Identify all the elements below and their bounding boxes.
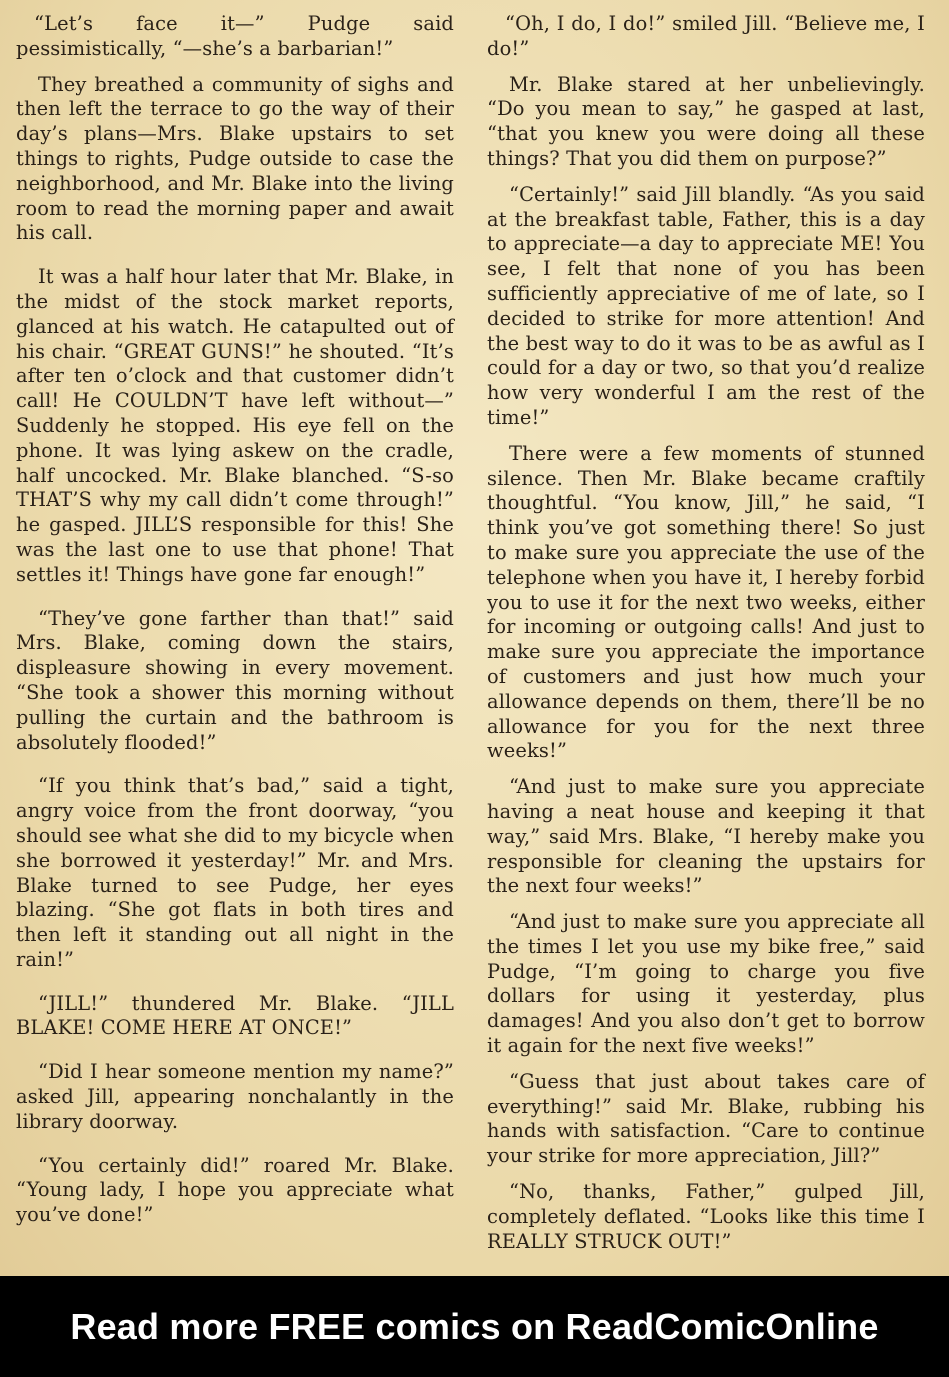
paragraph: “You certainly did!” roared Mr. Blake. “Young lady, I hope you appreciate what you’ve done!”	[16, 1153, 454, 1227]
paragraph: There were a few moments of stunned silence. Then Mr. Blake became craftily thoughtful. “You know, Jill,” he said, “I think you’ve got something there! So just to make sure you appreciate the use of the telephone when you have it, I hereby forbid you to use it for the next two weeks, either for incoming or outgoing calls! And just to make sure you appreciate the importance of customers and just how much your allowance depends on them, there’ll be no allowance for you for the next three weeks!”	[487, 441, 925, 763]
right-text-column	[487, 12, 925, 1265]
paragraph: “Did I hear someone mention my name?” asked Jill, appearing nonchalantly in the library doorway.	[16, 1060, 454, 1133]
paragraph: “They’ve gone farther than that!” said Mrs. Blake, coming down the stairs, displeasure showing in every movement. “She took a shower this morning without pulling the curtain and the bathroom is absolutely flooded!”	[16, 606, 454, 754]
paragraph: “Oh, I do, I do!” smiled Jill. “Believe me, I do!”	[487, 12, 925, 60]
paragraph: “If you think that’s bad,” said a tight, angry voice from the front doorway, “you should see what she did to my bicycle when she borrowed it yesterday!” Mr. and Mrs. Blake turned to see Pudge, her eyes blazing. “She got flats in both tires and then left it standing out all night in the rain!”	[16, 774, 454, 971]
paragraph: “Guess that just about takes care of everything!” said Mr. Blake, rubbing his hands with satisfaction. “Care to continue your strike for more appreciation, Jill?”	[487, 1069, 925, 1168]
left-text-column	[16, 12, 454, 1247]
promo-banner[interactable]	[0, 1276, 949, 1377]
paragraph: It was a half hour later that Mr. Blake, in the midst of the stock market reports, glanced at his watch. He catapulted out of his chair. “GREAT GUNS!” he shouted. “It’s after ten o’clock and that customer didn’t call! He COULDN’T have left without—” Suddenly he stopped. His eye fell on the phone. It was lying askew on the cradle, half uncocked. Mr. Blake blanched. “S-so THAT’S why my call didn’t come through!” he gasped. JILL’S responsible for this! She was the last one to use that phone! That settles it! Things have gone far enough!”	[16, 265, 454, 586]
paragraph: Mr. Blake stared at her unbelievingly. “Do you mean to say,” he gasped at last, “that you knew you were doing all these things? That you did them on purpose?”	[487, 72, 925, 170]
paragraph: “And just to make sure you appreciate all the times I let you use my bike free,” said Pudge, “I’m going to charge you five dollars for using it yesterday, plus damages! And you also don’t get to borrow it again for the next five weeks!”	[487, 910, 925, 1058]
paragraph: They breathed a community of sighs and then left the terrace to go the way of their day’s plans—Mrs. Blake upstairs to set things to rights, Pudge outside to case the neighborhood, and Mr. Blake into the living room to read the morning paper and await his call.	[16, 72, 454, 245]
paragraph: “Let’s face it—” Pudge said pessimistically, “—she’s a barbarian!”	[16, 12, 454, 60]
paragraph: “No, thanks, Father,” gulped Jill, completely deflated. “Looks like this time I REALLY STRUCK OUT!”	[487, 1180, 925, 1253]
paragraph: “JILL!” thundered Mr. Blake. “JILL BLAKE! COME HERE AT ONCE!”	[16, 991, 454, 1040]
promo-banner-text[interactable]: Read more FREE comics on ReadComicOnline	[70, 1305, 879, 1347]
paragraph: “Certainly!” said Jill blandly. “As you said at the breakfast table, Father, this is a day to appreciate—a day to appreciate ME! You see, I felt that none of you has been sufficiently appreciative of me of late, so I decided to strike for more attention! And the best way to do it was to be as awful as I could for a day or two, so that you’d realize how very wonderful I am the rest of the time!”	[487, 182, 925, 429]
paragraph: “And just to make sure you appreciate having a neat house and keeping it that way,” said Mrs. Blake, “I hereby make you responsible for cleaning the upstairs for the next four weeks!”	[487, 775, 925, 898]
